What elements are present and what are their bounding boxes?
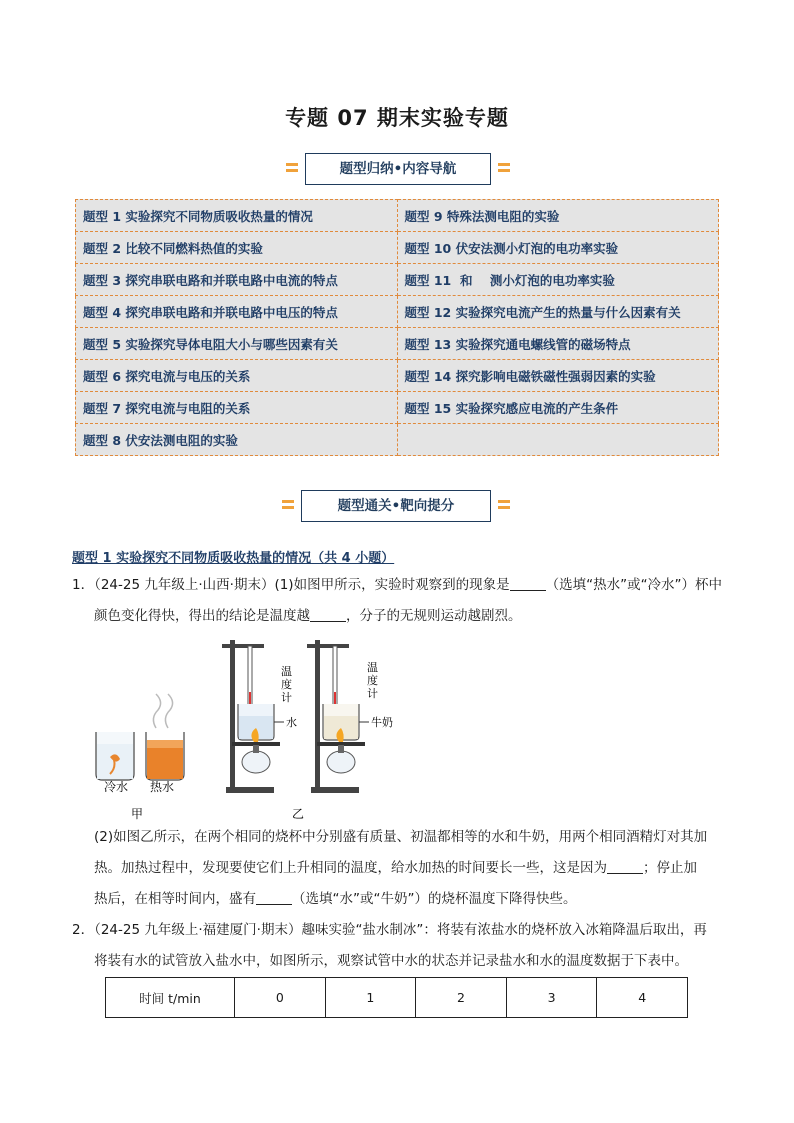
decoration-icon [282,500,294,512]
practice-banner [301,490,491,522]
milk-label: 牛奶 [371,716,393,729]
question-1-part-2-line-3: 热后，在相等时间内，盛有 （选填“水”或“牛奶”）的烧杯温度下降得快些。 [94,891,577,907]
figure-jia-label: 甲 [131,807,144,821]
nav-banner [305,153,491,185]
temperature-table [105,977,688,1018]
question-2-line-2: 将装有水的试管放入盐水中，如图所示，观察试管中水的状态并记录盐水和水的温度数据于下表中。 [94,953,688,969]
nav-item[interactable]: 题型 5 实验探究导体电阻大小与哪些因素有关 [76,328,398,360]
figure-yi-label: 乙 [292,807,305,821]
nav-banner-label: 题型归纳•内容导航 [339,161,457,177]
decoration-icon [498,500,510,512]
nav-item[interactable]: 题型 9 特殊法测电阻的实验 [397,200,719,232]
nav-item[interactable]: 题型 4 探究串联电路和并联电路中电压的特点 [76,296,398,328]
cold-label: 冷水 [104,780,129,794]
table-row [106,978,688,1018]
experiment-figure [88,632,428,828]
table-cell: 2 [416,978,507,1018]
nav-item[interactable]: 题型 14 探究影响电磁铁磁性强弱因素的实验 [397,360,719,392]
answer-blank[interactable] [607,859,643,874]
heating-setup-water [222,640,284,793]
nav-item[interactable]: 题型 15 实验探究感应电流的产生条件 [397,392,719,424]
hot-label: 热水 [150,780,175,794]
nav-item[interactable]: 题型 2 比较不同燃料热值的实验 [76,232,398,264]
topic-nav-table [75,199,719,456]
answer-blank[interactable] [256,890,292,905]
thermometer-label-3: 计 [281,691,292,704]
table-cell: 1 [325,978,416,1018]
table-cell: 0 [235,978,326,1018]
answer-blank[interactable] [310,607,346,622]
thermometer-label-1: 温 [367,661,378,674]
heating-setup-milk [307,640,369,793]
nav-item[interactable]: 题型 12 实验探究电流产生的热量与什么因素有关 [397,296,719,328]
thermometer-label-2: 度 [281,678,292,691]
water-label: 水 [286,716,297,729]
nav-item[interactable]: 题型 8 伏安法测电阻的实验 [76,424,398,456]
practice-banner-label: 题型通关•靶向提分 [337,498,455,514]
section-heading[interactable]: 题型 1 实验探究不同物质吸收热量的情况（共 4 小题） [72,551,395,566]
nav-item[interactable]: 题型 7 探究电流与电阻的关系 [76,392,398,424]
page-title: 专题 07 期末实验专题 [285,106,509,130]
cold-water-beaker [96,732,134,780]
nav-item[interactable]: 题型 6 探究电流与电压的关系 [76,360,398,392]
decoration-icon [286,163,298,175]
question-1-part-2-line-2: 热。加热过程中，发现要使它们上升相同的温度，给水加热的时间要长一些，这是因为 ；停止加 [94,860,697,876]
nav-item[interactable]: 题型 3 探究串联电路和并联电路中电流的特点 [76,264,398,296]
answer-blank[interactable] [510,576,546,591]
table-cell: 4 [597,978,688,1018]
nav-item-empty [397,424,719,456]
table-cell: 3 [506,978,597,1018]
decoration-icon [498,163,510,175]
thermometer-label-1: 温 [281,665,292,678]
thermometer-label-2: 度 [367,674,378,687]
question-1-line-2: 颜色变化得快，得出的结论是温度越 ，分子的无规则运动越剧烈。 [94,608,522,624]
table-cell: 时间 t/min [106,978,235,1018]
hot-water-beaker [146,694,184,780]
question-2-line-1: 2．（24-25 九年级上·福建厦门·期末）趣味实验“盐水制冰”：将装有浓盐水的烧杯放入冰箱降温后取出，再 [72,922,707,938]
nav-item[interactable]: 题型 10 伏安法测小灯泡的电功率实验 [397,232,719,264]
question-1-part-2-line-1: (2)如图乙所示，在两个相同的烧杯中分别盛有质量、初温都相等的水和牛奶，用两个相同酒精灯对其加 [94,829,708,845]
thermometer-label-3: 计 [367,687,378,700]
nav-item[interactable]: 题型 11 和 测小灯泡的电功率实验 [397,264,719,296]
nav-item[interactable]: 题型 13 实验探究通电螺线管的磁场特点 [397,328,719,360]
question-1-line-1: 1．（24-25 九年级上·山西·期末）(1)如图甲所示，实验时观察到的现象是 （选填“热水”或“冷水”）杯中 [72,577,723,593]
nav-item[interactable]: 题型 1 实验探究不同物质吸收热量的情况 [76,200,398,232]
